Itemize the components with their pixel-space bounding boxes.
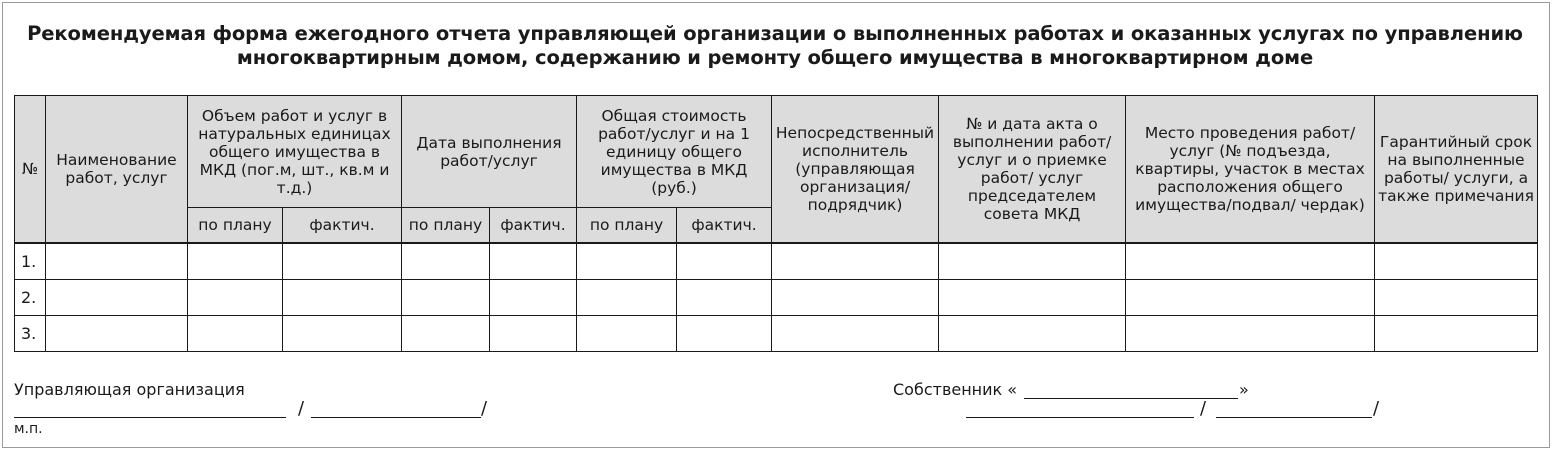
cell-name[interactable] xyxy=(46,316,188,352)
cell-volume-plan[interactable] xyxy=(188,316,283,352)
subheader-cost-plan: по плану xyxy=(577,208,677,244)
header-date: Дата выполнения работ/услуг xyxy=(402,96,577,208)
title-line-2: многоквартирным домом, содержанию и ремонту общего имущества в многоквартирном доме xyxy=(236,46,1314,69)
cell-date-plan[interactable] xyxy=(402,243,490,280)
cell-place[interactable] xyxy=(1126,243,1375,280)
cell-volume-fact[interactable] xyxy=(283,316,402,352)
cell-volume-plan[interactable] xyxy=(188,243,283,280)
cell-cost-plan[interactable] xyxy=(577,243,677,280)
cell-cost-fact[interactable] xyxy=(677,280,772,316)
cell-cost-fact[interactable] xyxy=(677,316,772,352)
owner-signature-line[interactable] xyxy=(966,417,1194,418)
slash-separator: / xyxy=(1200,398,1207,419)
subheader-volume-fact: фактич. xyxy=(283,208,402,244)
cell-date-fact[interactable] xyxy=(490,243,577,280)
cell-volume-plan[interactable] xyxy=(188,280,283,316)
owner-label: Собственник « xyxy=(893,380,1018,399)
header-volume: Объем работ и услуг в натуральных единицах общего имущества в МКД (пог.м, шт., кв.м и т.д.) xyxy=(188,96,402,208)
header-warranty: Гарантийный срок на выполненные работы/ услуги, а также примечания xyxy=(1375,96,1538,244)
cell-warranty[interactable] xyxy=(1375,280,1538,316)
header-number: № xyxy=(15,96,46,244)
cell-name[interactable] xyxy=(46,280,188,316)
cell-cost-fact[interactable] xyxy=(677,243,772,280)
cell-executor[interactable] xyxy=(772,316,939,352)
org-label: Управляющая организация xyxy=(14,380,245,399)
subheader-date-plan: по плану xyxy=(402,208,490,244)
cell-date-plan[interactable] xyxy=(402,316,490,352)
cell-executor[interactable] xyxy=(772,243,939,280)
table-row xyxy=(15,316,1538,352)
cell-volume-fact[interactable] xyxy=(283,280,402,316)
cell-cost-plan[interactable] xyxy=(577,280,677,316)
document-title xyxy=(0,22,1550,70)
cell-date-plan[interactable] xyxy=(402,280,490,316)
row-number: 1. xyxy=(15,243,46,280)
header-act: № и дата акта о выполнении работ/ услуг и о приемке работ/ услуг председателем совета МКД xyxy=(939,96,1126,244)
owner-decode-line[interactable] xyxy=(1216,417,1372,418)
title-line-1: Рекомендуемая форма ежегодного отчета управляющей организации о выполненных работах и оказанных услугах по управлению xyxy=(27,22,1523,45)
row-number: 2. xyxy=(15,280,46,316)
stamp-label: м.п. xyxy=(14,421,43,437)
cell-volume-fact[interactable] xyxy=(283,243,402,280)
owner-quote-close: » xyxy=(1239,380,1249,399)
report-table xyxy=(14,95,1538,352)
cell-place[interactable] xyxy=(1126,280,1375,316)
cell-act[interactable] xyxy=(939,243,1126,280)
subheader-volume-plan: по плану xyxy=(188,208,283,244)
cell-executor[interactable] xyxy=(772,280,939,316)
row-number: 3. xyxy=(15,316,46,352)
slash-separator: / xyxy=(298,398,305,419)
cell-date-fact[interactable] xyxy=(490,280,577,316)
cell-act[interactable] xyxy=(939,280,1126,316)
slash-separator: / xyxy=(1373,398,1380,419)
header-place: Место проведения работ/услуг (№ подъезда, квартиры, участок в местах расположения общего имущества/подвал/ чердак) xyxy=(1126,96,1375,244)
cell-cost-plan[interactable] xyxy=(577,316,677,352)
cell-name[interactable] xyxy=(46,243,188,280)
cell-place[interactable] xyxy=(1126,316,1375,352)
header-executor: Непосредственный исполнитель (управляющая организация/подрядчик) xyxy=(772,96,939,244)
org-name-line[interactable] xyxy=(311,417,481,418)
table-row xyxy=(15,243,1538,280)
cell-act[interactable] xyxy=(939,316,1126,352)
cell-warranty[interactable] xyxy=(1375,316,1538,352)
org-signature-line[interactable] xyxy=(14,417,286,418)
table-row xyxy=(15,280,1538,316)
subheader-cost-fact: фактич. xyxy=(677,208,772,244)
subheader-date-fact: фактич. xyxy=(490,208,577,244)
header-name: Наименование работ, услуг xyxy=(46,96,188,244)
slash-separator: / xyxy=(481,398,488,419)
header-cost: Общая стоимость работ/услуг и на 1 единицу общего имущества в МКД (руб.) xyxy=(577,96,772,208)
cell-warranty[interactable] xyxy=(1375,243,1538,280)
cell-date-fact[interactable] xyxy=(490,316,577,352)
